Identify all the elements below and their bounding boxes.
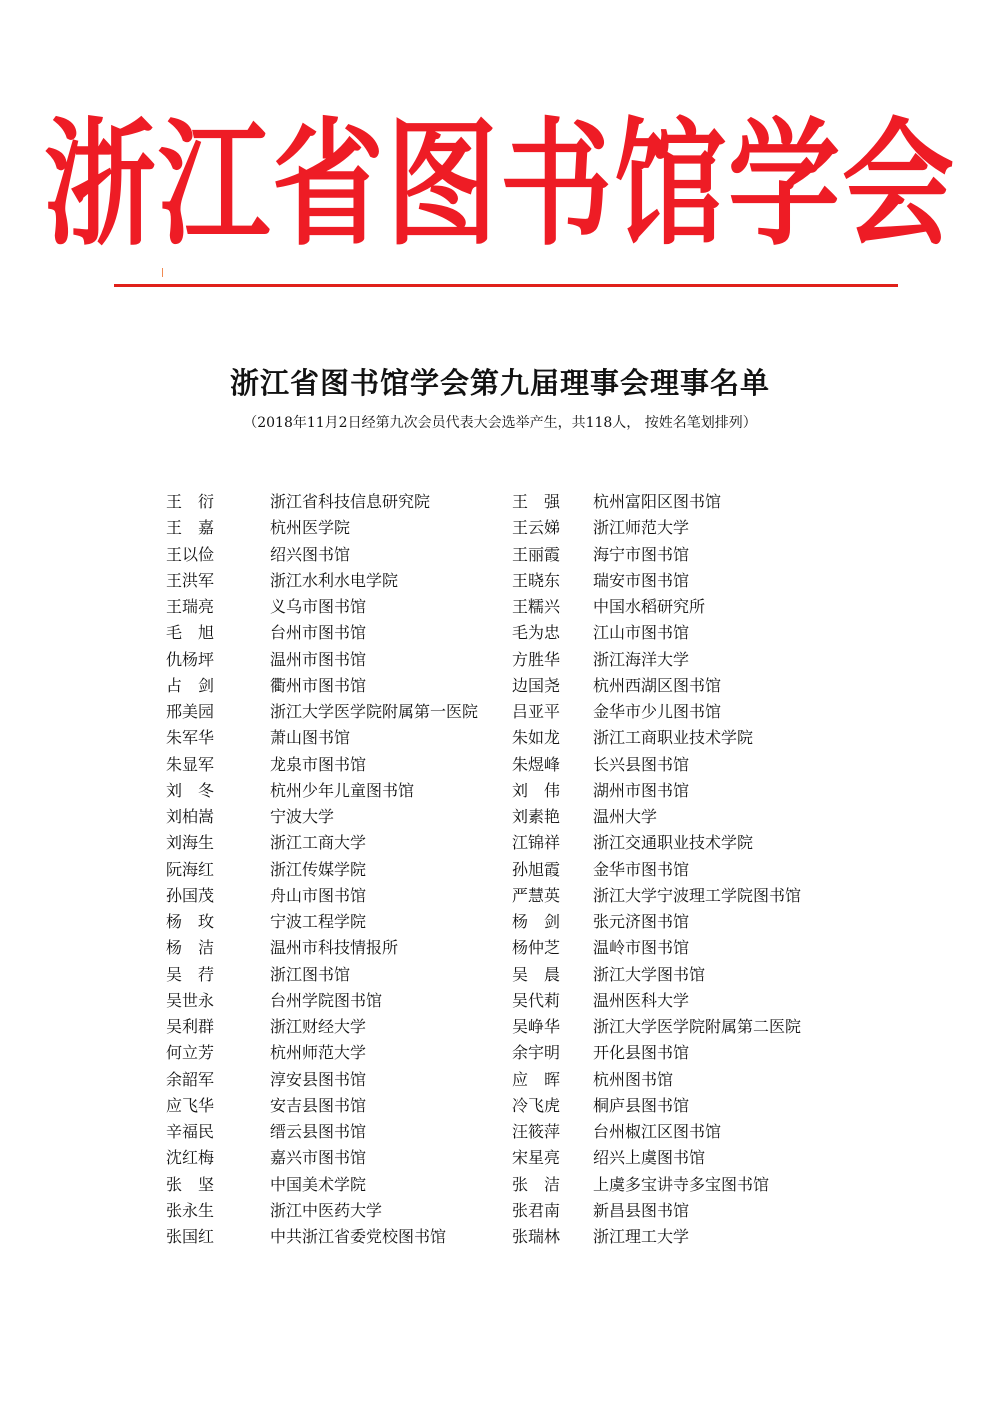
member-organization: 上虞多宝讲寺多宝图书馆: [593, 1174, 770, 1194]
member-name: 王洪军: [166, 570, 215, 590]
member-name: 刘 冬: [166, 780, 215, 800]
member-name: 王 衍: [166, 492, 215, 511]
member-name: 吕亚平: [512, 702, 561, 721]
member-name: 杨仲芝: [512, 938, 561, 958]
member-organization: 缙云县图书馆: [270, 1122, 367, 1141]
member-organization: 杭州师范大学: [270, 1043, 367, 1063]
member-organization: 海宁市图书馆: [593, 544, 690, 564]
member-organization: 义乌市图书馆: [270, 597, 367, 616]
member-organization: 嘉兴市图书馆: [270, 1148, 367, 1168]
member-name: 张瑞林: [512, 1227, 561, 1246]
member-name: 朱军华: [166, 728, 215, 748]
member-name: 仇杨坪: [166, 649, 215, 669]
roster-row: [0, 673, 1000, 699]
member-name: 刘海生: [166, 833, 215, 853]
member-name: 吴代莉: [512, 990, 561, 1010]
member-organization: 中国水稻研究所: [593, 597, 706, 616]
member-name: 应飞华: [166, 1095, 215, 1115]
roster-row: [0, 594, 1000, 620]
member-organization: 浙江工商职业技术学院: [593, 728, 754, 748]
member-organization: 浙江大学医学院附属第一医院: [270, 702, 479, 721]
member-organization: 台州椒江区图书馆: [593, 1122, 722, 1141]
member-name: 杨 玫: [166, 912, 215, 931]
roster-row: [0, 1067, 1000, 1093]
member-organization: 绍兴图书馆: [270, 544, 351, 564]
member-organization: 杭州少年儿童图书馆: [270, 780, 415, 800]
member-organization: 浙江师范大学: [593, 518, 690, 538]
member-organization: 开化县图书馆: [593, 1043, 690, 1063]
roster-row: [0, 620, 1000, 646]
roster-row: [0, 857, 1000, 883]
member-name: 宋星亮: [512, 1148, 561, 1168]
member-organization: 杭州西湖区图书馆: [593, 675, 722, 695]
member-name: 王 嘉: [166, 518, 215, 538]
member-name: 孙国茂: [166, 885, 215, 905]
member-organization: 浙江理工大学: [593, 1227, 690, 1246]
member-name: 王以俭: [166, 544, 215, 564]
member-name: 吴 晨: [512, 964, 561, 984]
member-organization: 浙江省科技信息研究院: [270, 492, 431, 511]
member-name: 辛福民: [166, 1122, 215, 1141]
member-organization: 台州学院图书馆: [270, 990, 383, 1010]
member-name: 邢美园: [166, 702, 215, 721]
member-organization: 台州市图书馆: [270, 623, 367, 643]
member-organization: 浙江中医药大学: [270, 1200, 383, 1220]
header-tick-mark: [162, 268, 163, 277]
member-name: 朱煜峰: [512, 754, 561, 774]
roster-row: [0, 1093, 1000, 1119]
member-name: 刘柏嵩: [166, 807, 215, 826]
member-organization: 宁波大学: [270, 807, 335, 826]
member-organization: 江山市图书馆: [593, 623, 690, 643]
document-title: 浙江省图书馆学会第九届理事会理事名单: [229, 366, 770, 400]
member-name: 张 洁: [512, 1174, 561, 1194]
member-organization: 浙江传媒学院: [270, 859, 367, 879]
member-name: 王云娣: [512, 518, 561, 538]
member-organization: 浙江交通职业技术学院: [593, 833, 754, 853]
member-organization: 中共浙江省委党校图书馆: [270, 1227, 447, 1246]
member-name: 张国红: [166, 1227, 215, 1246]
member-name: 王糯兴: [512, 597, 561, 616]
member-name: 冷飞虎: [512, 1095, 561, 1115]
roster-row: [0, 515, 1000, 541]
roster-row: [0, 804, 1000, 830]
member-organization: 桐庐县图书馆: [593, 1095, 690, 1115]
roster-row: [0, 1040, 1000, 1066]
member-organization: 衢州市图书馆: [270, 675, 367, 695]
member-organization: 龙泉市图书馆: [270, 754, 367, 774]
member-name: 张 坚: [166, 1174, 215, 1194]
member-name: 王丽霞: [512, 544, 561, 564]
member-organization: 杭州富阳区图书馆: [593, 492, 722, 511]
roster-row: [0, 830, 1000, 856]
member-name: 严慧英: [512, 885, 561, 905]
roster-row: [0, 778, 1000, 804]
roster-row: [0, 1172, 1000, 1198]
member-organization: 温州市图书馆: [270, 649, 367, 669]
member-name: 杨 剑: [512, 912, 561, 931]
member-organization: 中国美术学院: [270, 1174, 367, 1194]
member-organization: 浙江大学医学院附属第二医院: [593, 1017, 802, 1036]
member-organization: 温州医科大学: [593, 990, 690, 1010]
member-name: 何立芳: [166, 1043, 215, 1063]
member-name: 吴利群: [166, 1017, 215, 1036]
member-name: 朱显军: [166, 754, 215, 774]
member-name: 王 强: [512, 492, 561, 511]
member-organization: 金华市少儿图书馆: [593, 702, 722, 721]
letterhead-title: 浙江省图书馆学会: [44, 106, 956, 265]
roster-row: [0, 883, 1000, 909]
roster-row: [0, 1119, 1000, 1145]
member-name: 阮海红: [166, 859, 215, 879]
member-organization: 温州市科技情报所: [270, 938, 399, 958]
member-organization: 温岭市图书馆: [593, 938, 690, 958]
member-organization: 浙江大学图书馆: [593, 964, 706, 984]
member-name: 王晓东: [512, 570, 561, 590]
roster-row: [0, 909, 1000, 935]
member-organization: 宁波工程学院: [270, 912, 367, 931]
member-organization: 安吉县图书馆: [270, 1095, 367, 1115]
member-organization: 绍兴上虞图书馆: [593, 1148, 706, 1168]
member-name: 沈红梅: [166, 1148, 215, 1168]
member-organization: 温州大学: [593, 807, 658, 826]
roster-row: [0, 489, 1000, 515]
member-organization: 杭州医学院: [270, 518, 351, 538]
roster-row: [0, 725, 1000, 751]
member-organization: 瑞安市图书馆: [593, 570, 690, 590]
member-name: 张君南: [512, 1200, 561, 1220]
member-organization: 淳安县图书馆: [270, 1069, 367, 1089]
header-rule: [114, 284, 898, 287]
roster-row: [0, 935, 1000, 961]
member-name: 吴 荇: [166, 964, 215, 984]
member-organization: 浙江工商大学: [270, 833, 367, 853]
roster-row: [0, 568, 1000, 594]
member-name: 吴世永: [166, 990, 215, 1010]
member-name: 江锦祥: [512, 833, 561, 853]
member-organization: 浙江水利水电学院: [270, 570, 399, 590]
member-organization: 张元济图书馆: [593, 912, 690, 931]
member-name: 方胜华: [512, 649, 561, 669]
member-name: 孙旭霞: [512, 859, 561, 879]
member-organization: 舟山市图书馆: [270, 885, 367, 905]
member-name: 应 晖: [512, 1069, 561, 1089]
member-name: 吴峥华: [512, 1017, 561, 1036]
member-organization: 湖州市图书馆: [593, 780, 690, 800]
member-name: 余韶军: [166, 1069, 215, 1089]
roster-row: [0, 1198, 1000, 1224]
roster-row: [0, 1145, 1000, 1171]
document-subtitle: （2018年11月2日经第九次会员代表大会选举产生，共118人， 按姓名笔划排列）: [243, 415, 757, 431]
member-name: 王瑞亮: [166, 597, 215, 616]
member-name: 汪筱萍: [512, 1122, 561, 1141]
member-organization: 浙江图书馆: [270, 964, 351, 984]
member-name: 杨 洁: [166, 938, 215, 958]
member-organization: 浙江财经大学: [270, 1017, 367, 1036]
member-name: 刘 伟: [512, 780, 561, 800]
member-organization: 杭州图书馆: [593, 1069, 674, 1089]
member-name: 刘素艳: [512, 807, 561, 826]
roster-row: [0, 699, 1000, 725]
member-organization: 浙江大学宁波理工学院图书馆: [593, 885, 802, 905]
member-organization: 新昌县图书馆: [593, 1200, 690, 1220]
roster-row: [0, 752, 1000, 778]
roster-row: [0, 647, 1000, 673]
member-organization: 长兴县图书馆: [593, 754, 690, 774]
member-name: 朱如龙: [512, 728, 561, 748]
member-name: 边国尧: [512, 675, 561, 695]
member-organization: 萧山图书馆: [270, 728, 351, 748]
roster-row: [0, 962, 1000, 988]
roster-list: [0, 489, 1000, 1250]
member-organization: 浙江海洋大学: [593, 649, 690, 669]
roster-row: [0, 542, 1000, 568]
roster-row: [0, 1224, 1000, 1250]
roster-row: [0, 1014, 1000, 1040]
member-name: 占 剑: [166, 675, 215, 695]
member-name: 余宇明: [512, 1043, 561, 1063]
member-organization: 金华市图书馆: [593, 859, 690, 879]
member-name: 张永生: [166, 1200, 215, 1220]
member-name: 毛为忠: [512, 623, 561, 643]
member-name: 毛 旭: [166, 623, 215, 643]
roster-row: [0, 988, 1000, 1014]
